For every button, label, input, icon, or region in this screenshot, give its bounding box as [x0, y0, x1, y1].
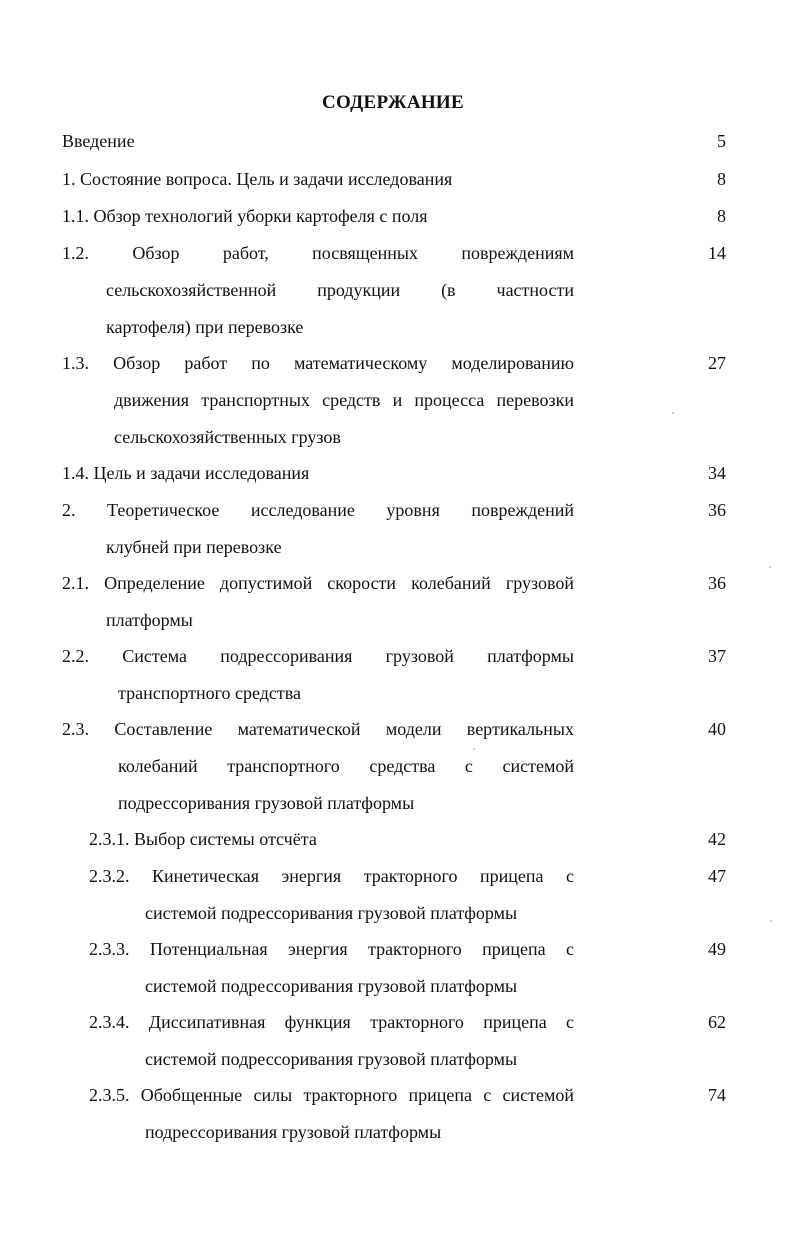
- toc-line: 2.3.5. Обобщенные силы тракторного прицепа с системой: [89, 1085, 574, 1105]
- toc-page-number: 36: [708, 500, 726, 520]
- toc-line: клубней при перевозке: [106, 537, 282, 557]
- toc-line: 2.1. Определение допустимой скорости колебаний грузовой: [62, 573, 574, 593]
- toc-page-number: 36: [708, 573, 726, 593]
- toc-line: системой подрессоривания грузовой платформы: [145, 903, 518, 923]
- toc-line: 2. Теоретическое исследование уровня повреждений: [62, 500, 574, 520]
- scan-speck: [473, 748, 475, 750]
- toc-line: 1. Состояние вопроса. Цель и задачи исследования: [62, 169, 453, 189]
- toc-page-number: 62: [708, 1012, 726, 1032]
- toc-line: сельскохозяйственных грузов: [114, 427, 341, 447]
- toc-page-number: 37: [708, 646, 726, 666]
- toc-page-number: 42: [708, 829, 726, 849]
- toc-line: Введение: [62, 131, 135, 151]
- toc-line: системой подрессоривания грузовой платформы: [145, 976, 518, 996]
- toc-line: картофеля) при перевозке: [106, 317, 304, 337]
- toc-line: колебаний транспортного средства с системой: [118, 756, 574, 776]
- toc-page-number: 27: [708, 353, 726, 373]
- toc-line: сельскохозяйственной продукции (в частности: [106, 280, 574, 300]
- toc-page-number: 8: [717, 169, 726, 189]
- toc-page-number: 34: [708, 463, 726, 483]
- toc-page-number: 74: [708, 1085, 726, 1105]
- toc-line: транспортного средства: [118, 683, 302, 703]
- toc-line: подрессоривания грузовой платформы: [118, 793, 415, 813]
- scan-speck: [770, 920, 772, 922]
- toc-line: 2.3.4. Диссипативная функция тракторного прицепа с: [89, 1012, 574, 1032]
- toc-line: 2.2. Система подрессоривания грузовой платформы: [62, 646, 574, 666]
- toc-line: подрессоривания грузовой платформы: [145, 1122, 442, 1142]
- toc-page-number: 8: [717, 206, 726, 226]
- toc-line: 2.3.1. Выбор системы отсчёта: [89, 829, 317, 849]
- scan-speck: [672, 412, 674, 414]
- toc-page-number: 14: [708, 243, 726, 263]
- toc-line: 1.3. Обзор работ по математическому моделированию: [62, 353, 574, 373]
- toc-line: 1.2. Обзор работ, посвященных повреждениям: [62, 243, 574, 263]
- toc-line: 2.3. Составление математической модели вертикальных: [62, 719, 574, 739]
- toc-page-number: 5: [717, 131, 726, 151]
- toc-page-number: 40: [708, 719, 726, 739]
- toc-line: платформы: [106, 610, 193, 630]
- toc-line: 1.1. Обзор технологий уборки картофеля с поля: [62, 206, 428, 226]
- scan-speck: [769, 566, 771, 568]
- toc-line: 2.3.2. Кинетическая энергия тракторного прицепа с: [89, 866, 574, 886]
- toc-line: системой подрессоривания грузовой платформы: [145, 1049, 518, 1069]
- page-title: СОДЕРЖАНИЕ: [322, 92, 464, 113]
- toc-line: 2.3.3. Потенциальная энергия тракторного прицепа с: [89, 939, 574, 959]
- toc-line: движения транспортных средств и процесса перевозки: [114, 390, 574, 410]
- toc-page-number: 47: [708, 866, 726, 886]
- toc-line: 1.4. Цель и задачи исследования: [62, 463, 310, 483]
- toc-page-number: 49: [708, 939, 726, 959]
